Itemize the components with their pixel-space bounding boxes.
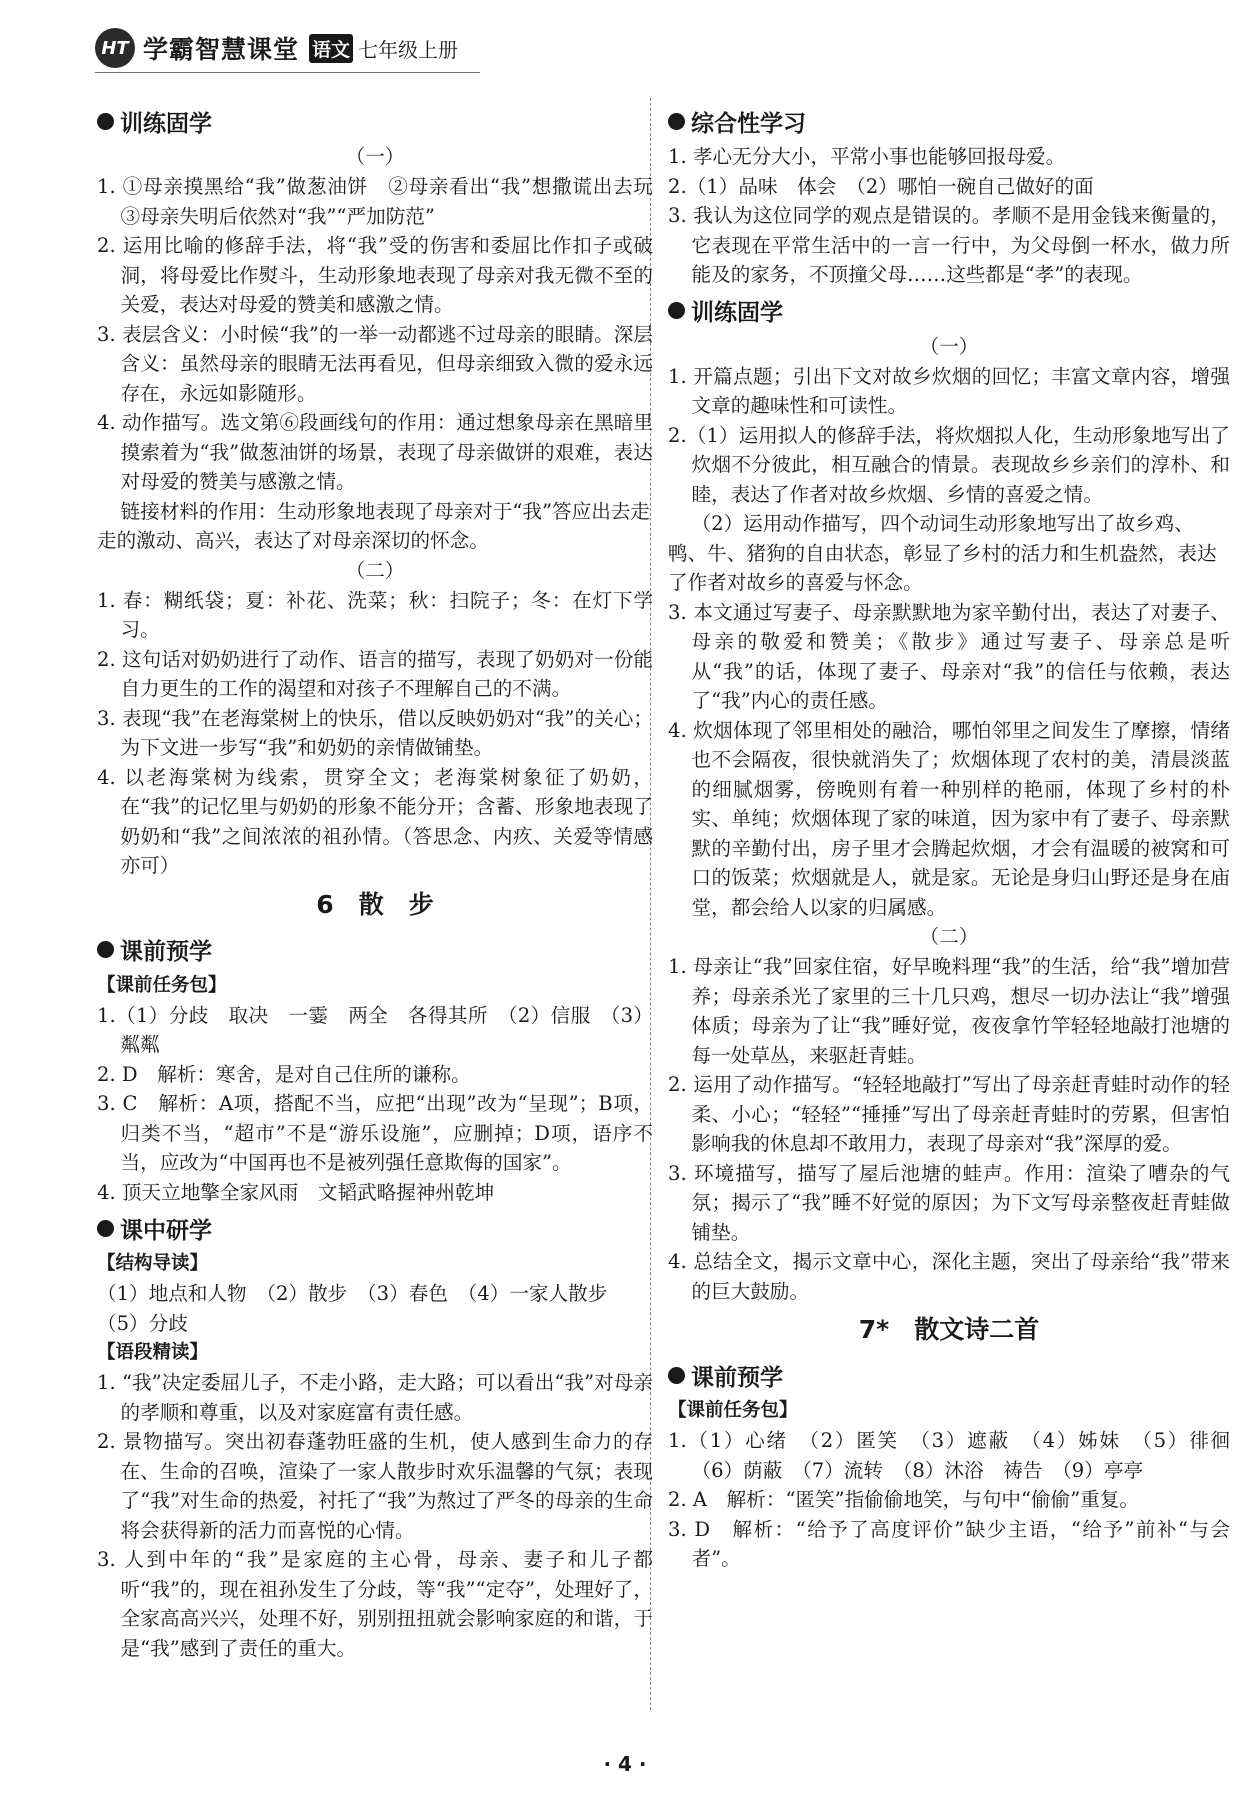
grade-label: 七年级上册 (358, 37, 459, 62)
bullet-dot-icon (668, 302, 685, 319)
answer-item: 2. 运用了动作描写。“轻轻地敲打”写出了母亲赶青蛙时动作的轻柔、小心；“轻轻”“捶捶”写出了母亲赶青蛙时的劳累，但害怕影响我的休息却不敢用力，表现了母亲对“我”深厚的爱。 (668, 1073, 1230, 1155)
header-rule (95, 72, 480, 73)
task-tag: 【语段精读】 (97, 1342, 209, 1363)
task-tag: 【结构导读】 (97, 1253, 209, 1274)
structure-answers: （1）地点和人物 （2）散步 （3）春色 （4）一家人散步 （5）分歧 (97, 1282, 627, 1335)
bullet-dot-icon (97, 941, 114, 958)
answer-item: 3. C 解析：A项，搭配不当，应把“出现”改为“呈现”；B项，归类不当，“超市”不是“游乐设施”，应删掉；D项，语序不当，应改为“中国再也不是被列强任意欺侮的国家”。 (97, 1092, 653, 1174)
answer-item: 2. 这句话对奶奶进行了动作、语言的描写，表现了奶奶对一份能自力更生的工作的渴望和对孩子不理解自己的不满。 (97, 647, 653, 700)
subheading: （二） (919, 925, 979, 948)
answer-item: 4. 炊烟体现了邻里相处的融洽，哪怕邻里之间发生了摩擦，情绪也不会隔夜，很快就消失了；炊烟体现了农村的美，清晨淡蓝的细腻烟雾，傍晚则有着一种别样的艳丽，体现了乡村的朴实、单纯；炊烟体现了家的味道，因为家中有了妻子、母亲默默的辛勤付出，房子里才会腾起炊烟，才会有温暖的被窝和可口的饭菜；炊烟就是人，就是家。无论是身归山野还是身在庙堂，都会给人以家的归属感。 (668, 718, 1230, 919)
answer-item: 1.（1）分歧 取决 一霎 两全 各得其所 （2）信服 （3）粼粼 (97, 1003, 653, 1056)
answer-paragraph: （2）运用动作描写，四个动词生动形象地写出了故乡鸡、鸭、牛、猪狗的自由状态，彰显了乡村的活力和生机盎然，表达了作者对故乡的喜爱与怀念。 (668, 512, 1217, 594)
answer-item: 1. 春：糊纸袋；夏：补花、洗菜；秋：扫院子；冬：在灯下学习。 (97, 588, 653, 641)
section-heading: 课中研学 (97, 1207, 653, 1249)
answer-item: 3. D 解析：“给予了高度评价”缺少主语，“给予”前补“与会者”。 (668, 1517, 1230, 1570)
subject-badge: 语文 (309, 34, 353, 63)
answer-item: 3. 本文通过写妻子、母亲默默地为家辛勤付出，表达了对妻子、母亲的敬爱和赞美；《散步》通过写妻子、母亲总是听从“我”的话，体现了妻子、母亲对“我”的信任与依赖，表达了“我”内心的责任感。 (668, 600, 1230, 712)
left-column (97, 100, 673, 1663)
answer-item: 1. 母亲让“我”回家住宿，好早晚料理“我”的生活，给“我”增加营养；母亲杀光了家里的三十几只鸡，想尽一切办法让“我”增强体质；母亲为了让“我”睡好觉，夜夜拿竹竿轻轻地敲打池塘的每一处草丛，来驱赶青蛙。 (668, 955, 1230, 1067)
subheading: （一） (919, 334, 979, 358)
answer-item: 4. 总结全文，揭示文章中心，深化主题，突出了母亲给“我”带来的巨大鼓励。 (668, 1250, 1230, 1303)
section-heading: 训练固学 (668, 290, 1230, 332)
answer-item: 1. 孝心无分大小，平常小事也能够回报母爱。 (668, 145, 1066, 168)
answer-item: 2.（1）品味 体会 （2）哪怕一碗自己做好的面 (668, 174, 1094, 198)
bullet-dot-icon (668, 1367, 685, 1384)
answer-item: 2. D 解析：寒舍，是对自己住所的谦称。 (97, 1062, 471, 1086)
brand-logo-icon: HT (95, 28, 135, 68)
bullet-dot-icon (97, 113, 114, 130)
answer-item: 3. 表层含义：小时候“我”的一举一动都逃不过母亲的眼睛。深层含义：虽然母亲的眼睛无法再看见，但母亲细致入微的爱永远存在，永远如影随形。 (97, 322, 653, 405)
section-heading: 综合性学习 (668, 100, 1230, 142)
answer-item: 2. 景物描写。突出初春蓬勃旺盛的生机，使人感到生命力的存在、生命的召唤，渲染了一家人散步时欢乐温馨的气氛；表现了“我”对生命的热爱，衬托了“我”为熬过了严冬的母亲的生命将会获得新的活力而喜悦的心情。 (97, 1430, 653, 1542)
subheading: （二） (345, 558, 405, 582)
answer-item: 1. ①母亲摸黑给“我”做葱油饼 ②母亲看出“我”想撒谎出去玩 ③母亲失明后依然对“我”“严加防范” (97, 175, 673, 228)
lesson-title: 7* 散文诗二首 (858, 1315, 1040, 1344)
answer-item: 4. 动作描写。选文第⑥段画线句的作用：通过想象母亲在黑暗里摸索着为“我”做葱油饼的场景，表现了母亲做饼的艰难，表达对母爱的赞美与感激之情。 (97, 411, 653, 493)
section-heading: 训练固学 (97, 100, 653, 142)
answer-item: 2. A 解析：“匿笑”指偷偷地笑，与句中“偷偷”重复。 (668, 1488, 1140, 1511)
answer-item: 3. 表现“我”在老海棠树上的快乐，借以反映奶奶对“我”的关心；为下文进一步写“我”和奶奶的亲情做铺垫。 (97, 706, 653, 759)
bullet-dot-icon (97, 1220, 114, 1237)
task-tag: 【课前任务包】 (97, 974, 227, 996)
answer-item: 3. 人到中年的“我”是家庭的主心骨，母亲、妻子和儿子都听“我”的，现在祖孙发生了分歧，等“我”“定夺”，处理好了，全家高高兴兴，处理不好，别别扭扭就会影响家庭的和谐，于是“我”感到了责任的重大。 (97, 1548, 653, 1660)
answer-paragraph: 链接材料的作用：生动形象地表现了母亲对于“我”答应出去走走的激动、高兴，表达了对母亲深切的怀念。 (97, 499, 650, 552)
answer-item: 4. 顶天立地擎全家风雨 文韬武略握神州乾坤 (97, 1180, 495, 1204)
bullet-dot-icon (668, 113, 685, 130)
section-heading: 课前预学 (668, 1354, 1230, 1396)
right-column (668, 100, 1250, 1574)
subheading: （一） (345, 145, 405, 168)
page-number: · 4 · (603, 1752, 647, 1776)
brand-name: 学霸智慧课堂 (143, 35, 300, 64)
page-header (95, 28, 485, 68)
answer-item: 2. 运用比喻的修辞手法，将“我”受的伤害和委屈比作扣子或破洞，将母爱比作熨斗，生动形象地表现了母亲对我无微不至的关爱，表达对母爱的赞美和感激之情。 (97, 234, 653, 316)
task-tag: 【课前任务包】 (668, 1400, 798, 1421)
answer-item: 4. 以老海棠树为线索，贯穿全文；老海棠树象征了奶奶，在“我”的记忆里与奶奶的形象不能分开；含蓄、形象地表现了奶奶和“我”之间浓浓的祖孙情。（答思念、内疚、关爱等情感亦可） (97, 765, 653, 877)
answer-item: 2.（1）运用拟人的修辞手法，将炊烟拟人化，生动形象地写出了炊烟不分彼此，相互融合的情景。表现故乡乡亲们的淳朴、和睦，表达了作者对故乡炊烟、乡情的喜爱之情。 (668, 423, 1230, 506)
answer-item: 3. 环境描写，描写了屋后池塘的蛙声。作用：渲染了嘈杂的气氛；揭示了“我”睡不好觉的原因；为下文写母亲整夜赶青蛙做铺垫。 (668, 1161, 1230, 1244)
section-heading: 课前预学 (97, 929, 653, 971)
answer-item: 1. “我”决定委屈儿子，不走小路，走大路；可以看出“我”对母亲的孝顺和尊重，以及对家庭富有责任感。 (97, 1371, 653, 1424)
lesson-title: 6 散 步 (316, 889, 434, 919)
answer-item: 3. 我认为这位同学的观点是错误的。孝顺不是用金钱来衡量的，它表现在平常生活中的一言一行中，为父母倒一杯水，做力所能及的家务，不顶撞父母……这些都是“孝”的表现。 (668, 204, 1230, 286)
answer-item: 1. 开篇点题；引出下文对故乡炊烟的回忆；丰富文章内容，增强文章的趣味性和可读性。 (668, 364, 1230, 417)
answer-item: 1.（1）心绪 （2）匿笑 （3）遮蔽 （4）姊妹 （5）徘徊 （6）荫蔽 （7）流转 （8）沐浴 祷告 （9）亭亭 (668, 1429, 1250, 1482)
